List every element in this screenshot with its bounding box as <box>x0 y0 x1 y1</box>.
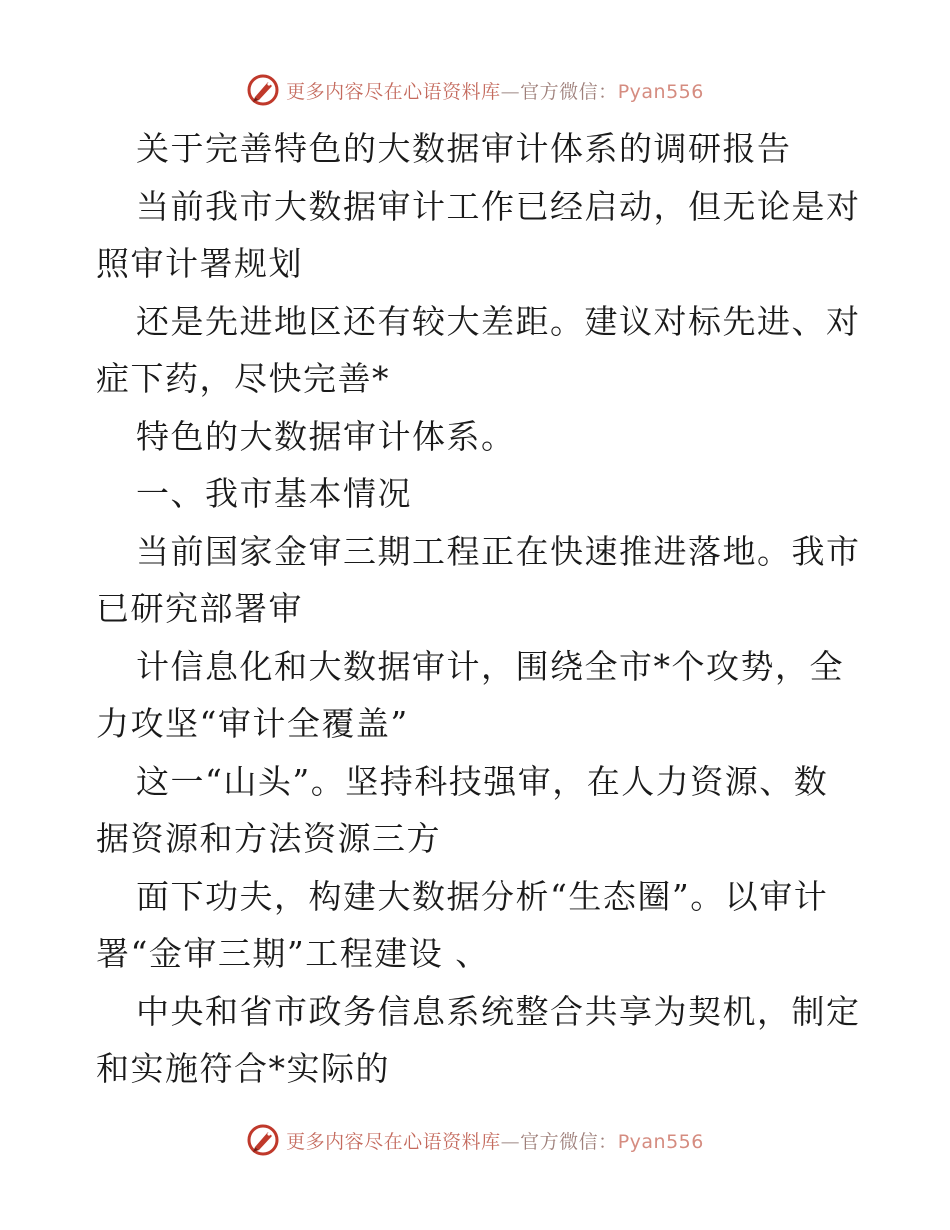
header-watermark-inner <box>246 73 704 107</box>
paragraph-line: 症下药，尽快完善* <box>96 359 390 398</box>
paragraph-line: 特色的大数据审计体系。 <box>136 416 516 456</box>
header-watermark-text <box>286 77 704 104</box>
watermark-dash: — <box>500 80 521 103</box>
document-title: 关于完善特色的大数据审计体系的调研报告 <box>136 129 792 168</box>
paragraph-line: 这一“山头”。坚持科技强审，在人力资源、数 <box>136 761 829 801</box>
section-heading: 一、我市基本情况 <box>136 474 412 513</box>
watermark-sub-text: 官方微信： <box>520 80 618 103</box>
document-body <box>96 120 861 1098</box>
watermark-wechat-id: Pyan556 <box>617 1130 704 1153</box>
paragraph-line: 力攻坚“审计全覆盖” <box>96 704 409 743</box>
watermark-sub-text: 官方微信： <box>520 1130 618 1153</box>
footer-watermark-text <box>286 1127 704 1154</box>
paragraph-line: 已研究部署审 <box>96 589 303 628</box>
watermark-wechat-id: Pyan556 <box>617 80 704 103</box>
paragraph-line: 据资源和方法资源三方 <box>96 819 441 858</box>
watermark-main-text: 更多内容尽在心语资料库 <box>286 1130 501 1153</box>
watermark-dash: — <box>500 1130 521 1153</box>
watermark-main-text: 更多内容尽在心语资料库 <box>286 80 501 103</box>
paragraph-line: 当前国家金审三期工程正在快速推进落地。我市 <box>136 531 861 571</box>
paragraph-line: 照审计署规划 <box>96 244 303 283</box>
paragraph-line: 和实施符合*实际的 <box>96 1049 390 1088</box>
paragraph-line: 计信息化和大数据审计，围绕全市*个攻势，全 <box>136 646 844 686</box>
paragraph-line: 中央和省市政务信息系统整合共享为契机，制定 <box>136 991 861 1031</box>
header-watermark <box>0 70 950 110</box>
pen-logo-icon <box>246 73 280 107</box>
paragraph-line: 当前我市大数据审计工作已经启动，但无论是对 <box>136 186 861 226</box>
paragraph-line: 面下功夫，构建大数据分析“生态圈”。以审计 <box>136 876 829 916</box>
pen-logo-icon <box>246 1123 280 1157</box>
footer-watermark-inner <box>246 1123 704 1157</box>
paragraph-line: 署“金审三期”工程建设 、 <box>96 934 490 973</box>
paragraph-line: 还是先进地区还有较大差距。建议对标先进、对 <box>136 301 861 341</box>
footer-watermark <box>0 1120 950 1160</box>
